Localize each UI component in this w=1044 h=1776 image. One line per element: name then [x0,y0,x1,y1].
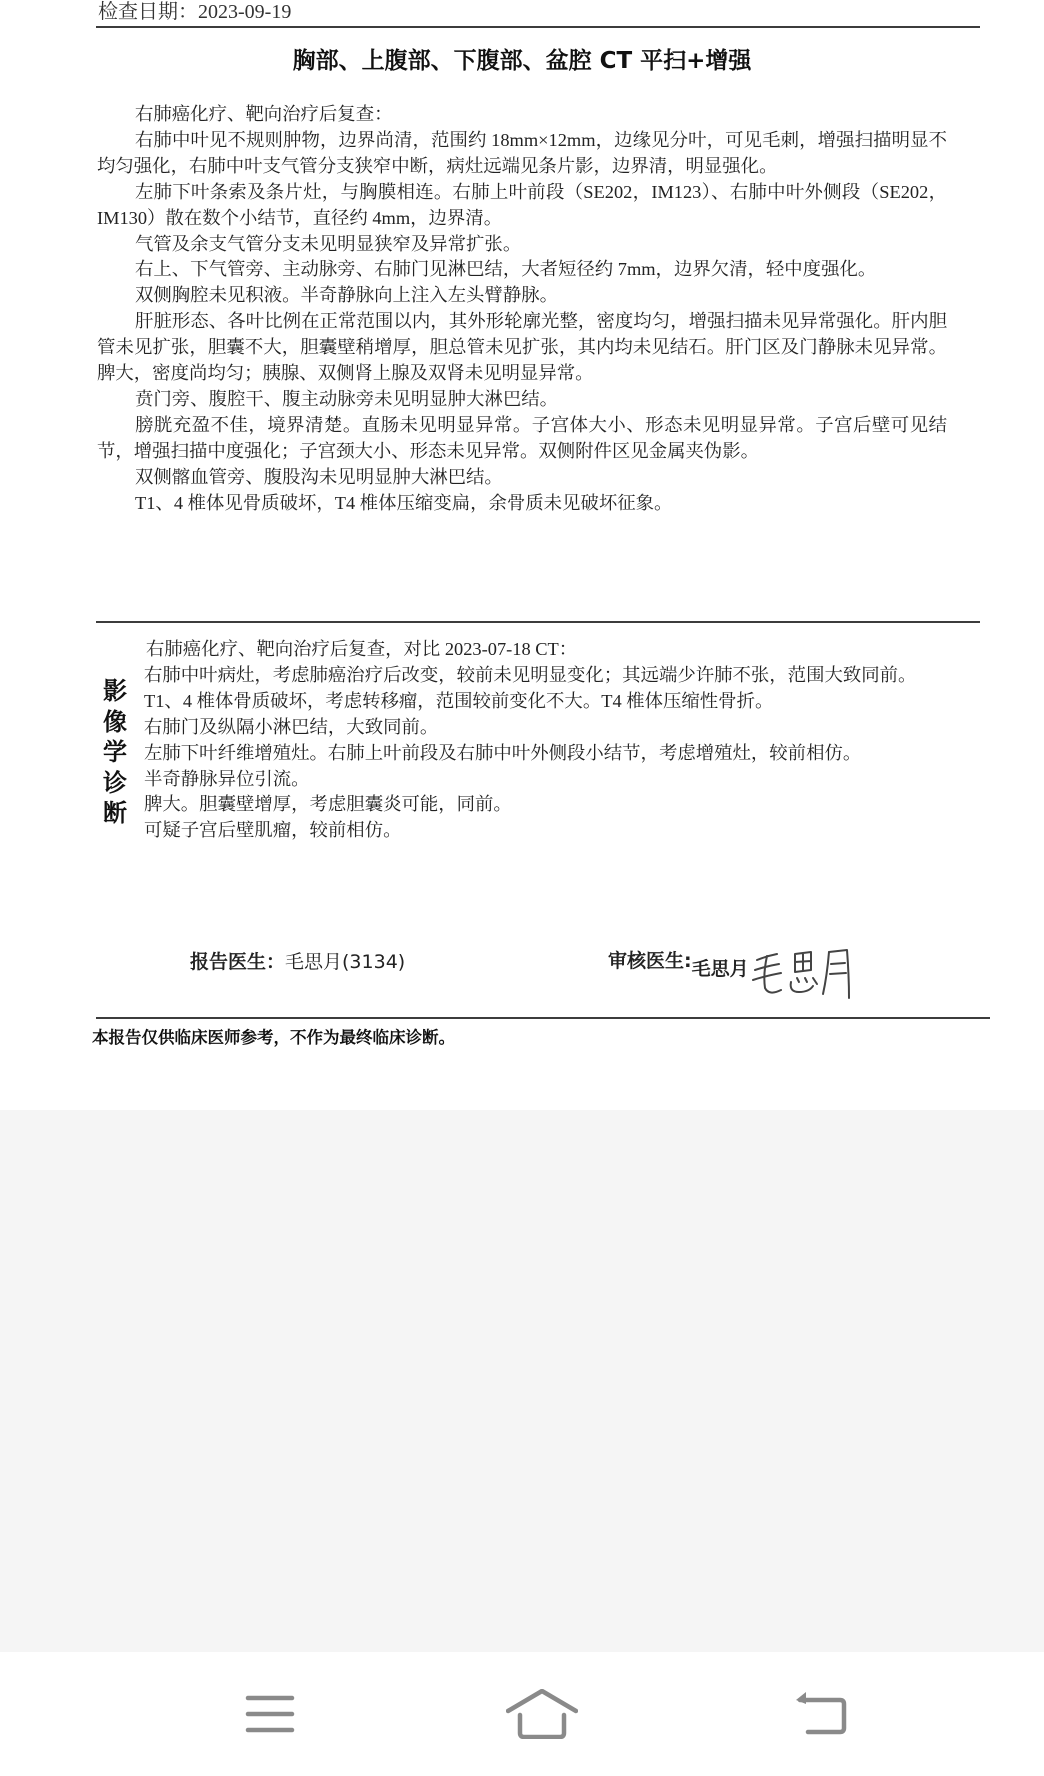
findings-paragraph: 肝脏形态、各叶比例在正常范围以内，其外形轮廓光整，密度均匀，增强扫描未见异常强化。肝内胆管未见扩张，胆囊不大，胆囊壁稍增厚，胆总管未见扩张，其内均未见结石。肝门区及门静脉未见异常。脾大，密度尚均匀；胰腺、双侧肾上腺及双肾未见明显异常。 [97,311,947,384]
findings-paragraph: 双侧胸腔未见积液。半奇静脉向上注入左头臂静脉。 [135,285,558,306]
back-button[interactable] [742,1652,902,1776]
diagnosis-line: 左肺下叶纤维增殖灶。右肺上叶前段及右肺中叶外侧段小结节，考虑增殖灶，较前相仿。 [144,742,862,763]
review-doctor [608,946,863,1002]
handwritten-signature-icon [751,946,863,1002]
findings-paragraph: 气管及余支气管分支未见明显狭窄及异常扩张。 [135,233,522,254]
diagnosis-section [144,637,994,844]
findings-paragraph: 右肺中叶见不规则肿物，边界尚清，范围约 18mm×12mm，边缘见分叶，可见毛刺，增强扫描明显不均匀强化，右肺中叶支气管分支狭窄中断，病灶远端见条片影，边界清，明显强化。 [97,129,947,176]
report-doctor-label: 报告医生： [190,951,286,973]
review-doctor-label: 审核医生: [608,950,692,972]
diagnosis-label-char: 影 [103,677,127,705]
review-doctor-name: 毛思月 [691,958,749,980]
home-icon [506,1689,578,1739]
diagnosis-line: 可疑子宫后壁肌瘤，较前相仿。 [144,820,402,841]
findings-paragraph: 右上、下气管旁、主动脉旁、右肺门见淋巴结，大者短径约 7mm，边界欠清，轻中度强化。 [135,259,877,280]
footer-divider [96,1017,990,1019]
diagnosis-label-char: 断 [103,799,127,827]
system-navigation-bar [0,1652,1044,1776]
menu-icon [244,1692,296,1736]
diagnosis-line: 脾大。胆囊壁增厚，考虑胆囊炎可能，同前。 [144,794,512,815]
diagnosis-label [100,676,130,829]
findings-section [97,102,947,517]
findings-paragraph: T1、4 椎体见骨质破坏，T4 椎体压缩变扁，余骨质未见破坏征象。 [135,492,673,513]
diagnosis-label-char: 学 [103,738,127,766]
diagnosis-line: 右肺癌化疗、靶向治疗后复查，对比 2023-07-18 CT： [146,639,578,659]
findings-paragraph: 膀胱充盈不佳，境界清楚。直肠未见明显异常。子宫体大小、形态未见明显异常。子宫后壁可见结节，增强扫描中度强化；子宫颈大小、形态未见异常。双侧附件区见金属夹伪影。 [97,414,947,461]
back-icon [794,1690,850,1738]
viewer-background [0,1110,1044,1652]
findings-paragraph: 右肺癌化疗、靶向治疗后复查： [135,104,393,124]
disclaimer: 本报告仅供临床医师参考，不作为最终临床诊断。 [92,1028,455,1047]
diagnosis-label-char: 像 [103,707,127,736]
diagnosis-label-char: 诊 [103,768,127,797]
diagnosis-line: 半奇静脉异位引流。 [144,768,310,789]
report-doctor-name: 毛思月(3134) [285,951,406,973]
home-button[interactable] [462,1652,622,1776]
header-divider [96,26,980,28]
menu-button[interactable] [190,1652,350,1776]
section-divider [96,621,980,623]
exam-date: 检查日期：2023-09-19 [98,1,292,23]
diagnosis-line: 右肺门及纵隔小淋巴结，大致同前。 [144,716,439,737]
findings-paragraph: 双侧髂血管旁、腹股沟未见明显肿大淋巴结。 [135,466,503,487]
diagnosis-line: 右肺中叶病灶，考虑肺癌治疗后改变，较前未见明显变化；其远端少许肺不张，范围大致同前。 [144,664,917,685]
findings-paragraph: 贲门旁、腹腔干、腹主动脉旁未见明显肿大淋巴结。 [135,388,558,409]
report-title: 胸部、上腹部、下腹部、盆腔 CT 平扫+增强 [292,48,752,74]
report-doctor [190,947,405,977]
diagnosis-line: T1、4 椎体骨质破坏，考虑转移瘤，范围较前变化不大。T4 椎体压缩性骨折。 [144,690,774,711]
findings-paragraph: 左肺下叶条索及条片灶，与胸膜相连。右肺上叶前段（SE202，IM123）、右肺中叶外侧段（SE202，IM130）散在数个小结节，直径约 4mm，边界清。 [97,181,947,228]
